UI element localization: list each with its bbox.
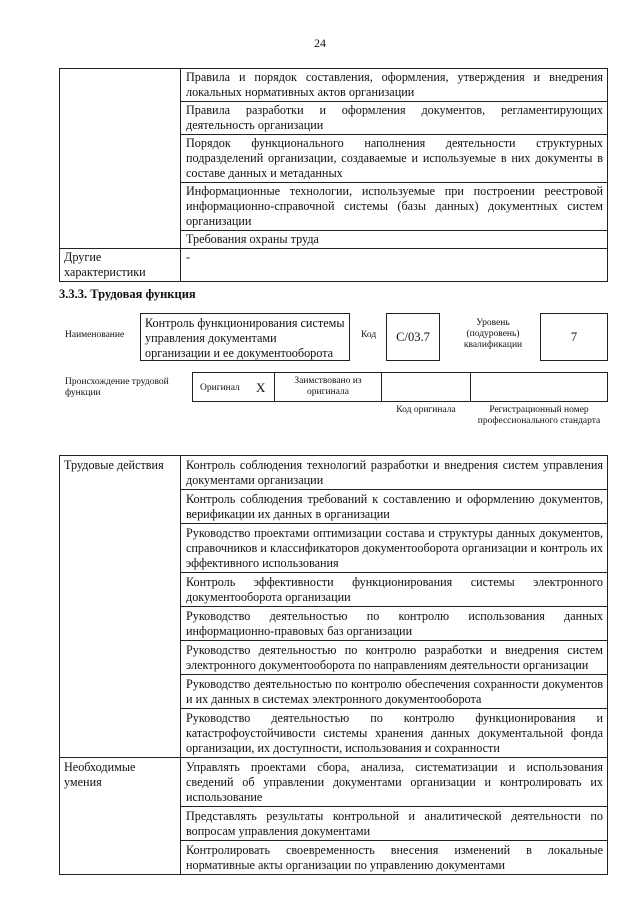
- function-name-box: Контроль функционирования системы управления документами организации и ее документооборота: [140, 313, 350, 361]
- table-cell: Управлять проектами сбора, анализа, систематизации и использования сведений об управлении документами организации и контролировать их использование: [181, 758, 608, 807]
- origin-label: Происхождение трудовой функции: [65, 377, 169, 398]
- table-cell: Руководство деятельностью по контролю разработки и внедрения систем электронного документооборота по направлениям деятельности организации: [181, 641, 608, 675]
- table-cell: Правила разработки и оформления документов, регламентирующих деятельность организации: [181, 102, 608, 135]
- table-cell: Контроль соблюдения технологий разработки и внедрения систем управления документами организации: [181, 456, 608, 490]
- name-label: Наименование: [65, 330, 125, 340]
- knowledge-table-continued: [59, 68, 608, 282]
- divider: [274, 372, 275, 402]
- reg-number-caption: Регистрационный номер профессионального стандарта: [477, 405, 601, 426]
- section-title: 3.3.3. Трудовая функция: [59, 287, 196, 301]
- code-original-caption: Код оригинала: [396, 405, 456, 415]
- row-label-empty: [60, 69, 181, 249]
- table-cell: -: [181, 249, 608, 282]
- original-label: Оригинал: [200, 383, 240, 393]
- table-cell: Контролировать своевременность внесения изменений в локальные нормативные акты организации по управлению документами: [181, 841, 608, 875]
- original-mark: X: [256, 380, 266, 395]
- row-label-other: Другие характеристики: [60, 249, 181, 282]
- page-number: 24: [314, 36, 326, 50]
- code-box: С/03.7: [386, 313, 440, 361]
- divider: [381, 372, 382, 402]
- table-cell: Правила и порядок составления, оформления, утверждения и внедрения локальных нормативных актов организации: [181, 69, 608, 102]
- row-label-labor-actions: Трудовые действия: [60, 456, 181, 758]
- table-cell: Руководство деятельностью по контролю функционирования и катастрофоустойчивости системы хранения данных документальной фонда организации, их доступности, использования и сохранности: [181, 709, 608, 758]
- table-row: [60, 758, 608, 807]
- table-cell: Руководство проектами оптимизации состава и структуры данных документов, справочников и классификаторов документооборота организации и контроль их эффективного использования: [181, 524, 608, 573]
- labor-function-table: [59, 455, 608, 875]
- table-row: [60, 69, 608, 102]
- table-cell: Руководство деятельностью по контролю обеспечения сохранности документов и их данных в системах электронного документооборота: [181, 675, 608, 709]
- table-cell: Информационные технологии, используемые при построении реестровой информационно-справочной системы (базы данных) документных систем организации: [181, 183, 608, 231]
- table-row: [60, 456, 608, 490]
- table-cell: Контроль соблюдения требований к составлению и оформлению документов, верификации их данных в организации: [181, 490, 608, 524]
- table-cell: Контроль эффективности функционирования системы электронного документооборота организации: [181, 573, 608, 607]
- table-cell: Руководство деятельностью по контролю использования данных информационно-правовых баз организации: [181, 607, 608, 641]
- code-label: Код: [361, 330, 377, 340]
- borrowed-label: Заимствовано из оригинала: [294, 376, 362, 397]
- origin-box: [192, 372, 608, 402]
- table-cell: Представлять результаты контрольной и аналитической деятельности по вопросам управления документами: [181, 807, 608, 841]
- level-label: Уровень (подуровень) квалификации: [463, 318, 523, 350]
- table-cell: Требования охраны труда: [181, 231, 608, 249]
- table-cell: Порядок функционального наполнения деятельности структурных подразделений организации, создаваемые и используемые в них документы в составе данных и метаданных: [181, 135, 608, 183]
- level-box: 7: [540, 313, 608, 361]
- row-label-skills: Необходимые умения: [60, 758, 181, 875]
- table-row: [60, 249, 608, 282]
- divider: [470, 372, 471, 402]
